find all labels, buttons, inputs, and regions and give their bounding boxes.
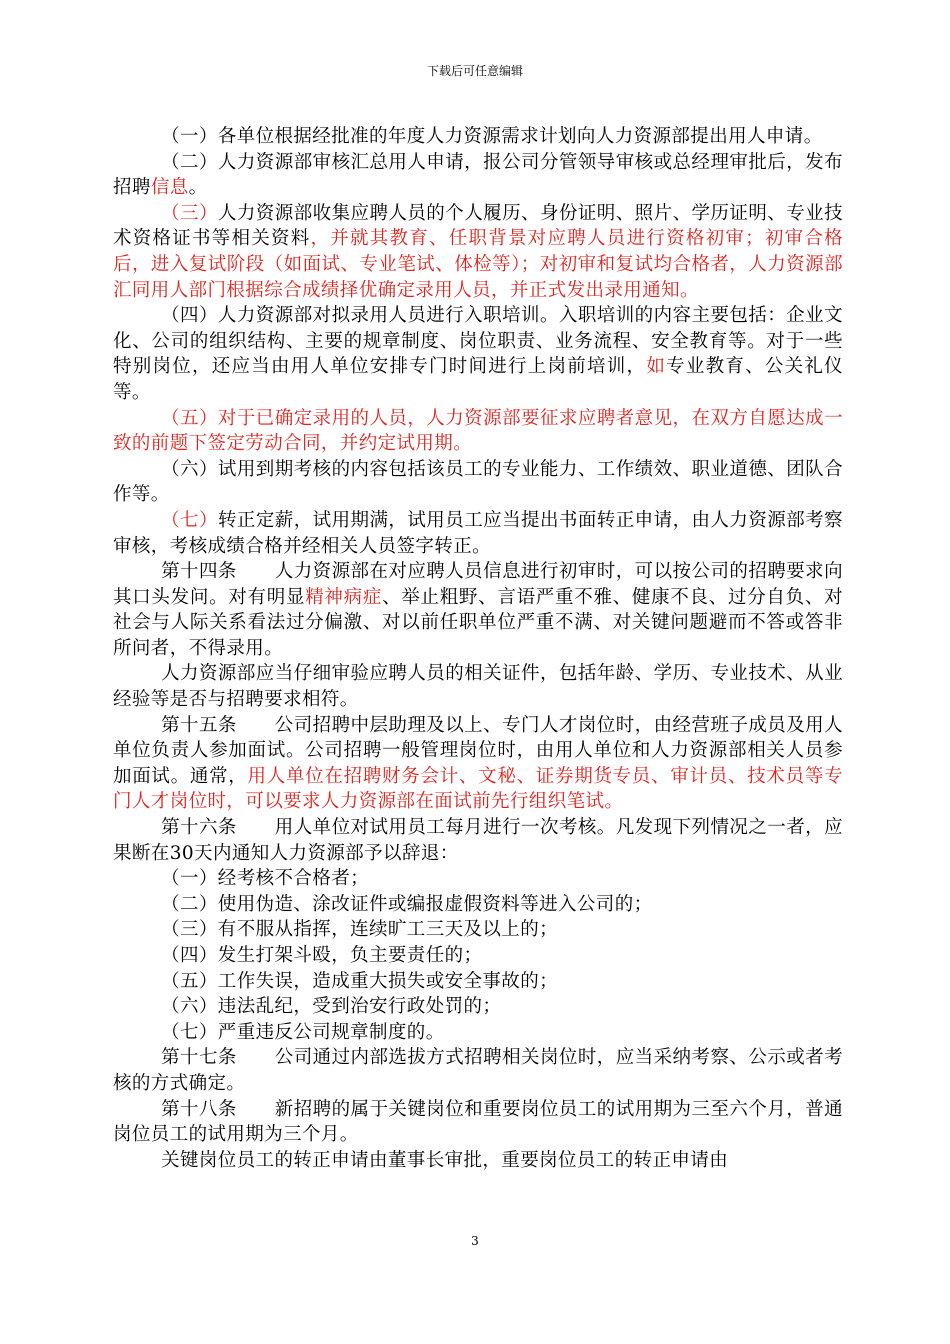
body-text: （二）人力资源部审核汇总用人申请，报公司分管领导审核或总经理审批后，发布招聘 xyxy=(113,151,843,199)
paragraph xyxy=(113,969,843,995)
highlighted-text: ，并就其教育、任职背景对应聘人员进行资格初审；初审合格后，进入复试阶段（如面试、专业笔试、体检等）；对初审和复试均合格者，人力资源部汇同用人部门根据综合成绩择优确定录用人员，并正式发出录用通知。 xyxy=(113,228,843,301)
paragraph xyxy=(113,559,843,661)
body-text: 人力资源部收集应聘人员的个人履历、身份证明、照片、学历证明、专业技术资格证书等相关资料 xyxy=(113,202,844,250)
paragraph xyxy=(113,917,843,943)
body-text: （一）各单位根据经批准的年度人力资源需求计划向人力资源部提出用人申请。 xyxy=(161,126,823,147)
body-text: （三）有不服从指挥，连续旷工三天及以上的； xyxy=(161,919,558,941)
body-text: 第十六条 用人单位对试用员工每月进行一次考核。凡发现下列情况之一者，应果断在30天内通知人力资源部予以辞退： xyxy=(113,817,843,864)
paragraph xyxy=(113,994,843,1020)
body-text: 。 xyxy=(188,177,208,199)
body-text: （一）经考核不合格者； xyxy=(161,868,369,890)
body-text: 第十四条 人力资源部在对应聘人员信息进行初审时，可以按公司的招聘要求向其口头发问。对有明显 xyxy=(113,561,843,608)
body-text: 人力资源部应当仔细审验应聘人员的相关证件，包括年龄、学历、专业技术、从业经验等是否与招聘要求相符。 xyxy=(113,663,843,711)
paragraph xyxy=(113,943,843,969)
page-number: 3 xyxy=(471,1234,479,1248)
highlighted-text: （五）对于已确定录用的人员，人力资源部要征求应聘者意见，在双方自愿达成一致的前题下签定劳动合同，并约定试用期。 xyxy=(113,407,843,455)
paragraph xyxy=(113,201,843,303)
paragraph xyxy=(113,866,843,892)
paragraph xyxy=(113,457,843,508)
page-header: 下载后可任意编辑 xyxy=(426,64,523,78)
body-text: （五）工作失误，造成重大损失或安全事故的； xyxy=(161,970,558,992)
highlighted-text: 信息 xyxy=(150,177,189,199)
paragraph xyxy=(113,303,843,405)
paragraph xyxy=(113,892,843,918)
body-text: 第十五条 公司招聘中层助理及以上、专门人才岗位时，由经营班子成员及用人单位负责人参加面试。公司招聘一般管理岗位时，由用人单位和人力资源部相关人员参加面试。通常， xyxy=(113,714,843,787)
highlighted-text: 精神病症 xyxy=(305,586,383,608)
body-text: 第十七条 公司通过内部选拔方式招聘相关岗位时，应当采纳考察、公示或者考核的方式确定。 xyxy=(113,1047,843,1094)
body-text: 第十八条 新招聘的属于关键岗位和重要岗位员工的试用期为三至六个月，普通岗位员工的试用期为三个月。 xyxy=(113,1098,843,1146)
body-text: 、举止粗野、言语严重不雅、健康不良、过分自负、对社会与人际关系看法过分偏激、对以前任职单位严重不满、对关键问题避而不答或答非所问者，不得录用。 xyxy=(113,586,843,659)
document-body xyxy=(113,124,843,1173)
highlighted-text: （七） xyxy=(161,509,218,531)
highlighted-text: （三） xyxy=(161,202,218,224)
paragraph xyxy=(113,508,843,559)
paragraph xyxy=(113,1045,843,1096)
body-text: 专业教育、公关礼仪等。 xyxy=(113,356,843,403)
paragraph xyxy=(113,406,843,457)
paragraph xyxy=(113,1148,843,1174)
highlighted-text: 用人单位在招聘财务会计、文秘、证券期货专员、审计员、技术员等专门人才岗位时，可以要求人力资源部在面试前先行组织笔试。 xyxy=(113,765,843,813)
body-text: （七）严重违反公司规章制度的。 xyxy=(161,1021,445,1043)
paragraph xyxy=(113,815,843,866)
paragraph xyxy=(113,150,843,201)
body-text: 转正定薪，试用期满，试用员工应当提出书面转正申请，由人力资源部考察审核，考核成绩合格并经相关人员签字转正。 xyxy=(113,509,844,557)
body-text: （四）发生打架斗殴，负主要责任的； xyxy=(161,945,483,966)
paragraph xyxy=(113,124,843,150)
paragraph xyxy=(113,661,843,712)
paragraph xyxy=(113,1020,843,1046)
paragraph xyxy=(113,713,843,815)
body-text: （二）使用伪造、涂改证件或编报虚假资料等进入公司的； xyxy=(161,893,653,915)
paragraph xyxy=(113,1097,843,1148)
body-text: （四）人力资源部对拟录用人员进行入职培训。入职培训的内容主要包括：企业文化、公司的组织结构、主要的规章制度、岗位职责、业务流程、安全教育等。对于一些特别岗位，还应当由用人单位安排专门时间进行上岗前培训， xyxy=(113,305,843,378)
body-text: （六）违法乱纪，受到治安行政处罚的； xyxy=(161,996,502,1018)
body-text: （六）试用到期考核的内容包括该员工的专业能力、工作绩效、职业道德、团队合作等。 xyxy=(113,458,843,506)
highlighted-text: 如 xyxy=(646,356,667,378)
body-text: 关键岗位员工的转正申请由董事长审批，重要岗位员工的转正申请由 xyxy=(161,1149,729,1171)
